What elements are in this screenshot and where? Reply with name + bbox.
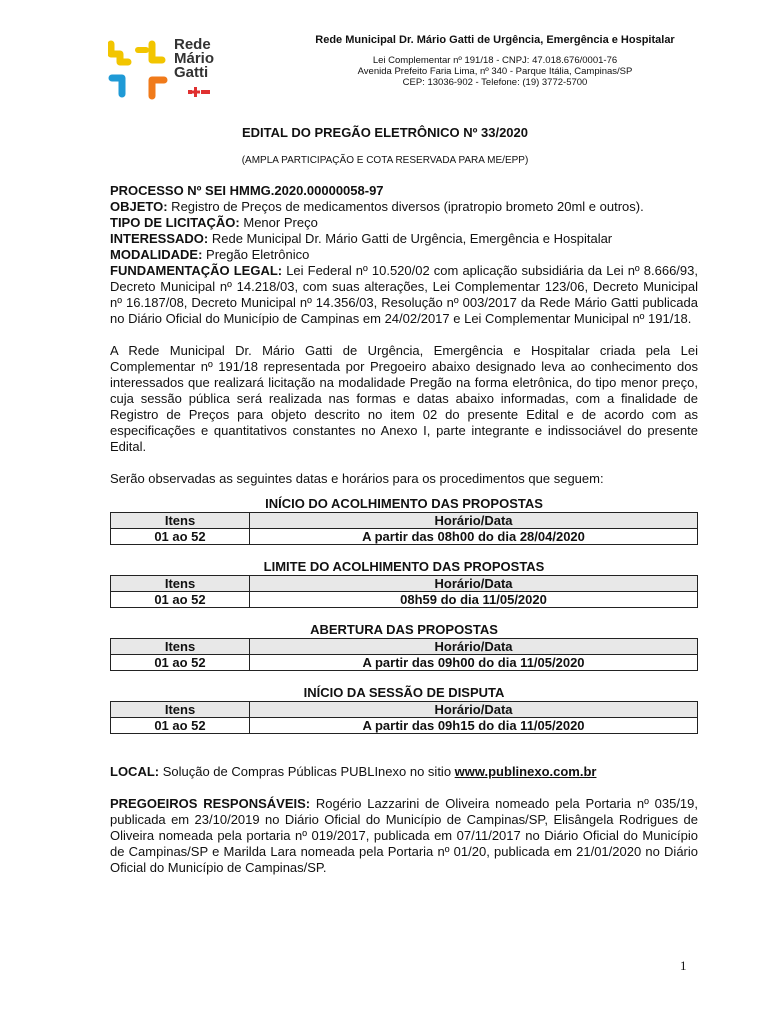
schedule-intro: Serão observadas as seguintes datas e horários para os procedimentos que seguem:: [110, 471, 604, 486]
field-value: Lei Federal nº 10.520/02 com aplicação subsidiária da Lei nº 8.666/93, Decreto Municipal nº 14.218/03, com suas alterações, Lei Complementar 123/06, Decreto Municipal nº 16.187/08, Decreto Municipal nº 14.356/03, Resolução nº 003/2017 da Rede Mário Gatti publicada no Diário Oficial do Município de Campinas em 24/02/2017 e Lei Complementar Municipal nº 191/18.: [110, 263, 698, 326]
schedule-title: LIMITE DO ACOLHIMENTO DAS PROPOSTAS: [263, 559, 545, 574]
table-header-cell: Horário/Data: [250, 513, 698, 529]
table-cell: 01 ao 52: [111, 592, 250, 608]
schedule-title: ABERTURA DAS PROPOSTAS: [310, 622, 498, 637]
table-cell: 08h59 do dia 11/05/2020: [250, 592, 698, 608]
local-paragraph: [110, 764, 698, 780]
field-label: FUNDAMENTAÇÃO LEGAL:: [110, 263, 283, 278]
table-header-row: [111, 513, 698, 529]
header-info-line-2: Avenida Prefeito Faria Lima, nº 340 - Parque Itália, Campinas/SP: [357, 66, 633, 77]
table-cell: 01 ao 52: [111, 529, 250, 545]
field-value: Pregão Eletrônico: [202, 247, 310, 262]
table-header-cell: Itens: [111, 702, 250, 718]
field-label: MODALIDADE:: [110, 247, 203, 262]
table-row: [111, 592, 698, 608]
field-objeto: [110, 199, 698, 215]
document-body: [110, 183, 698, 876]
table-row: [111, 529, 698, 545]
header-info-line-1: Lei Complementar nº 191/18 - CNPJ: 47.018.676/0001-76: [372, 55, 618, 66]
red-cross-icon: [188, 87, 210, 97]
logo-wordmark: [174, 38, 214, 80]
local-text: Solução de Compras Públicas PUBLInexo no sitio: [159, 764, 455, 779]
field-label: OBJETO:: [110, 199, 168, 214]
page-number: 1: [680, 958, 687, 973]
table-header-cell: Horário/Data: [250, 576, 698, 592]
logo-line-3: Gatti: [174, 64, 209, 81]
field-value: Rede Municipal Dr. Mário Gatti de Urgência, Emergência e Hospitalar: [208, 231, 613, 246]
pregoeiros-text: Rogério Lazzarini de Oliveira nomeado pela Portaria nº 035/19, publicada em 23/10/2019 no Diário Oficial do Município de Campinas/SP, Elisângela Rodrigues de Oliveira nomeada pela portaria nº 019/2017, publicada em 07/11/2017 no Diário Oficial do Município de Campinas/SP e Marilda Lara nomeada pela Portaria nº 01/20, publicada em 21/01/2020 no Diário Oficial do Município de Campinas/SP.: [110, 796, 698, 875]
schedule-table: [110, 512, 698, 545]
header-organization: Rede Municipal Dr. Mário Gatti de Urgência, Emergência e Hospitalar: [315, 34, 675, 46]
table-cell: A partir das 09h15 do dia 11/05/2020: [250, 718, 698, 734]
schedule-title: INÍCIO DA SESSÃO DE DISPUTA: [303, 685, 505, 700]
table-cell: 01 ao 52: [111, 655, 250, 671]
table-header-cell: Itens: [111, 513, 250, 529]
table-header-cell: Horário/Data: [250, 639, 698, 655]
table-header-cell: Horário/Data: [250, 702, 698, 718]
schedule-title: INÍCIO DO ACOLHIMENTO DAS PROPOSTAS: [265, 496, 543, 511]
field-modalidade: [110, 247, 698, 263]
table-header-row: [111, 702, 698, 718]
document-subtitle: (AMPLA PARTICIPAÇÃO E COTA RESERVADA PARA ME/EPP): [241, 155, 529, 166]
table-header-cell: Itens: [111, 639, 250, 655]
logo-mark-icon: [108, 38, 170, 100]
table-cell: A partir das 08h00 do dia 28/04/2020: [250, 529, 698, 545]
field-interessado: [110, 231, 698, 247]
table-cell: A partir das 09h00 do dia 11/05/2020: [250, 655, 698, 671]
field-fundamentacao: [110, 263, 698, 327]
field-value: Menor Preço: [239, 215, 318, 230]
logo-line-2: Mário: [174, 50, 215, 67]
document-title: EDITAL DO PREGÃO ELETRÔNICO Nº 33/2020: [242, 125, 528, 140]
table-header-row: [111, 576, 698, 592]
field-label: TIPO DE LICITAÇÃO:: [110, 215, 240, 230]
field-label: INTERESSADO:: [110, 231, 209, 246]
table-header-cell: Itens: [111, 576, 250, 592]
logo-line-1: Rede: [174, 36, 211, 53]
field-tipo: [110, 215, 698, 231]
table-header-row: [111, 639, 698, 655]
schedule-table: [110, 701, 698, 734]
table-cell: 01 ao 52: [111, 718, 250, 734]
intro-paragraph: A Rede Municipal Dr. Mário Gatti de Urgência, Emergência e Hospitalar criada pela Lei Complementar nº 191/18 representada por Pregoeiro abaixo designado leva ao conhecimento dos interessados que realizará licitação na modalidade Pregão na forma eletrônica, do tipo menor preço, cuja sessão pública será realizada nas formas e datas abaixo informadas, com a finalidade de Registro de Preços para objeto descrito no item 02 do presente Edital e de acordo com as especificações e quantitativos constantes no Anexo I, parte integrante e indissociável do presente Edital.: [110, 343, 698, 454]
schedule-table: [110, 638, 698, 671]
table-row: [111, 655, 698, 671]
pregoeiros-label: PREGOEIROS RESPONSÁVEIS:: [110, 796, 311, 811]
field-value: Registro de Preços de medicamentos diversos (ipratropio brometo 20ml e outros).: [167, 199, 644, 214]
table-row: [111, 718, 698, 734]
pregoeiros-paragraph: [110, 796, 698, 876]
header-info-line-3: CEP: 13036-902 - Telefone: (19) 3772-5700: [402, 77, 588, 88]
rede-mario-gatti-logo: [108, 38, 233, 100]
header-info: [300, 55, 690, 88]
publinexo-link[interactable]: www.publinexo.com.br: [454, 764, 597, 779]
process-number: PROCESSO Nº SEI HMMG.2020.00000058-97: [110, 183, 384, 198]
schedule-table: [110, 575, 698, 608]
local-label: LOCAL:: [110, 764, 160, 779]
